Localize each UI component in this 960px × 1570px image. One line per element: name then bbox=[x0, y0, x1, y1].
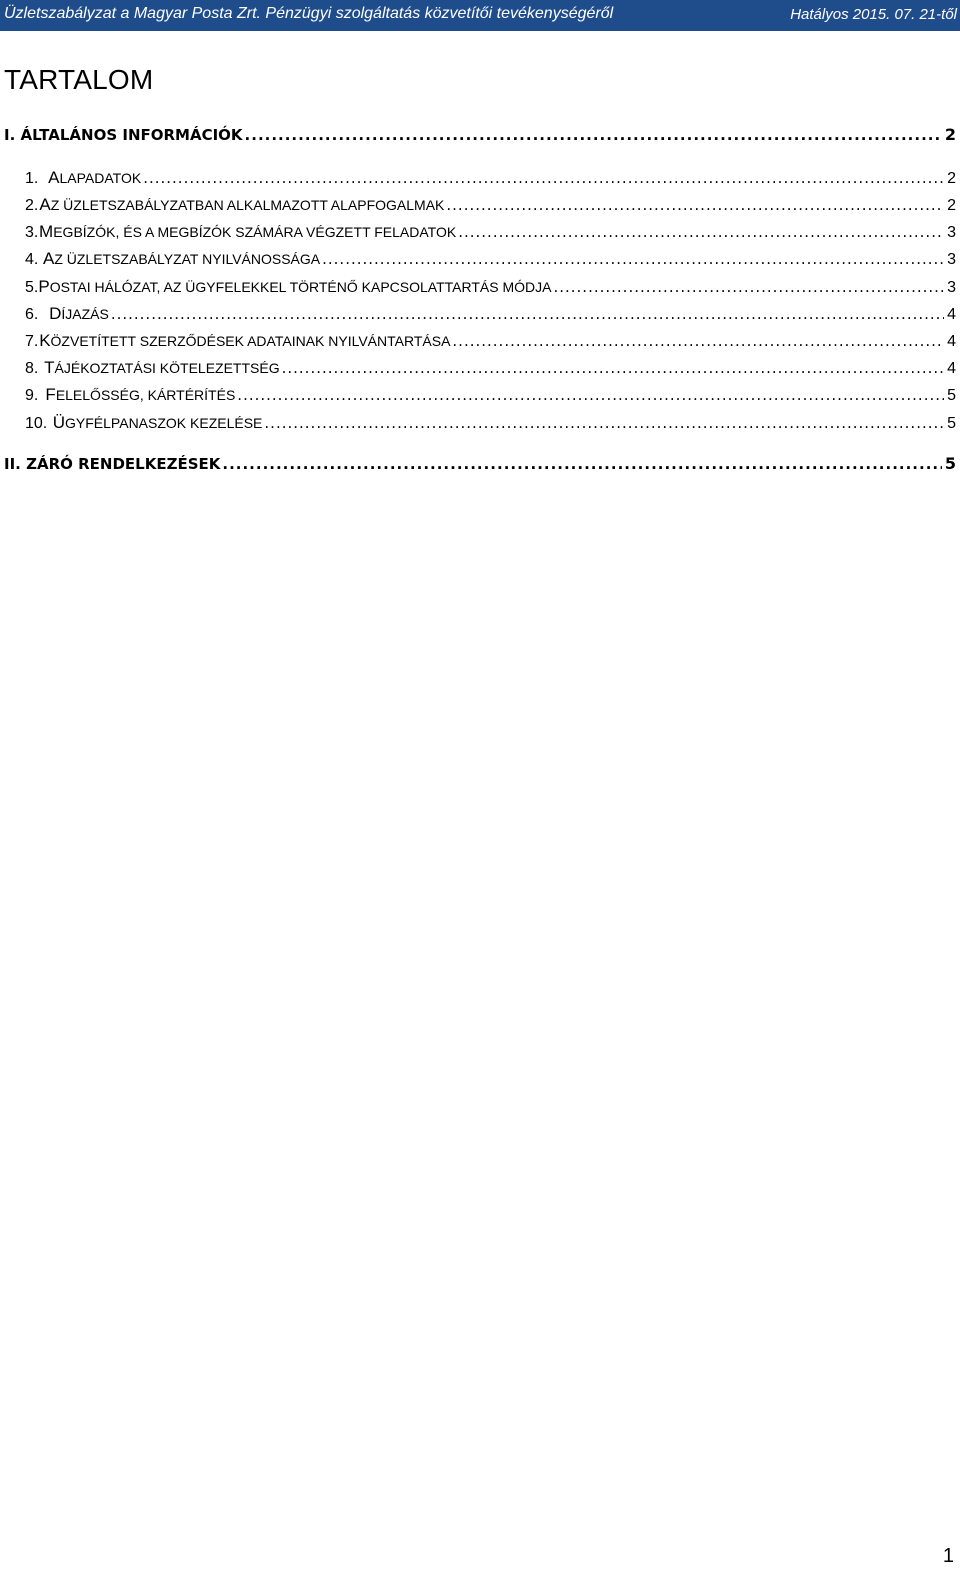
dot-leader bbox=[553, 278, 944, 296]
toc-item-number: 10. bbox=[25, 415, 48, 432]
toc-item-4[interactable] bbox=[0, 249, 956, 273]
toc-item-1[interactable] bbox=[0, 168, 956, 192]
toc-item-label: AZ ÜZLETSZABÁLYZAT NYILVÁNOSSÁGA bbox=[42, 249, 321, 268]
dot-leader bbox=[111, 305, 944, 323]
toc-item-number: 8. bbox=[25, 360, 39, 377]
dot-leader bbox=[264, 414, 944, 432]
toc-part-1-label: I. ÁLTALÁNOS INFORMÁCIÓK bbox=[4, 126, 243, 144]
toc-item-label: DÍJAZÁS bbox=[49, 304, 109, 323]
toc-item-8[interactable] bbox=[0, 358, 956, 382]
toc-item-number: 4. bbox=[25, 251, 39, 268]
toc-page-number: 3 bbox=[947, 279, 956, 296]
toc-item-7[interactable] bbox=[0, 331, 956, 355]
dot-leader bbox=[452, 332, 944, 350]
toc-page-number: 4 bbox=[947, 306, 956, 323]
toc-page-number: 2 bbox=[944, 125, 956, 144]
toc-page-number: 2 bbox=[947, 170, 956, 187]
running-header bbox=[0, 0, 960, 31]
toc-page-number: 2 bbox=[947, 197, 956, 214]
toc-item-label: ALAPADATOK bbox=[48, 168, 142, 187]
dot-leader bbox=[322, 250, 944, 268]
dot-leader bbox=[245, 126, 942, 144]
toc-page-number: 4 bbox=[947, 333, 956, 350]
toc-item-label: AZ ÜZLETSZABÁLYZATBAN ALKALMAZOTT ALAPFOGALMAK bbox=[39, 195, 445, 214]
document-title: Üzletszabályzat a Magyar Posta Zrt. Pénzügyi szolgáltatás közvetítői tevékenységéről bbox=[4, 5, 614, 22]
toc-item-label: FELELŐSSÉG, KÁRTÉRÍTÉS bbox=[45, 385, 236, 404]
toc-item-5[interactable] bbox=[0, 277, 956, 301]
toc-item-label: POSTAI HÁLÓZAT, AZ ÜGYFELEKKEL TÖRTÉNŐ KAPCSOLATTARTÁS MÓDJA bbox=[38, 277, 552, 296]
toc-page-number: 5 bbox=[944, 454, 956, 473]
toc-item-10[interactable] bbox=[0, 413, 956, 437]
toc-item-9[interactable] bbox=[0, 385, 956, 409]
dot-leader bbox=[282, 359, 944, 377]
toc-item-number: 7. bbox=[25, 333, 39, 350]
toc-item-label: TÁJÉKOZTATÁSI KÖTELEZETTSÉG bbox=[44, 358, 280, 377]
toc-item-number: 1. bbox=[25, 170, 39, 187]
toc-item-label: KÖZVETÍTETT SZERZŐDÉSEK ADATAINAK NYILVÁNTARTÁSA bbox=[39, 331, 451, 350]
toc-heading: TARTALOM bbox=[4, 64, 154, 95]
toc-part-2-label: II. ZÁRÓ RENDELKEZÉSEK bbox=[4, 455, 221, 473]
toc-item-number: 9. bbox=[25, 387, 39, 404]
dot-leader bbox=[458, 223, 944, 241]
dot-leader bbox=[237, 386, 944, 404]
toc-item-number: 5. bbox=[25, 279, 39, 296]
toc-item-number: 3. bbox=[25, 224, 39, 241]
toc-item-number: 6. bbox=[25, 306, 39, 323]
toc-item-number: 2. bbox=[25, 197, 39, 214]
dot-leader bbox=[446, 196, 944, 214]
toc-item-label: ÜGYFÉLPANASZOK KEZELÉSE bbox=[52, 413, 263, 432]
toc-page-number: 5 bbox=[947, 387, 956, 404]
toc-page-number: 3 bbox=[947, 251, 956, 268]
dot-leader bbox=[143, 169, 944, 187]
page-number: 1 bbox=[942, 1545, 954, 1567]
toc-item-6[interactable] bbox=[0, 304, 956, 328]
toc-page-number: 4 bbox=[947, 360, 956, 377]
toc-page-number: 5 bbox=[947, 415, 956, 432]
dot-leader bbox=[222, 455, 941, 473]
effective-date: Hatályos 2015. 07. 21-től bbox=[790, 6, 957, 23]
toc-part-1[interactable] bbox=[0, 125, 956, 149]
toc-item-label: MEGBÍZÓK, ÉS A MEGBÍZÓK SZÁMÁRA VÉGZETT FELADATOK bbox=[39, 222, 457, 241]
toc-item-2[interactable] bbox=[0, 195, 956, 219]
toc-page-number: 3 bbox=[947, 224, 956, 241]
toc-item-3[interactable] bbox=[0, 222, 956, 246]
toc-part-2[interactable] bbox=[0, 454, 956, 478]
